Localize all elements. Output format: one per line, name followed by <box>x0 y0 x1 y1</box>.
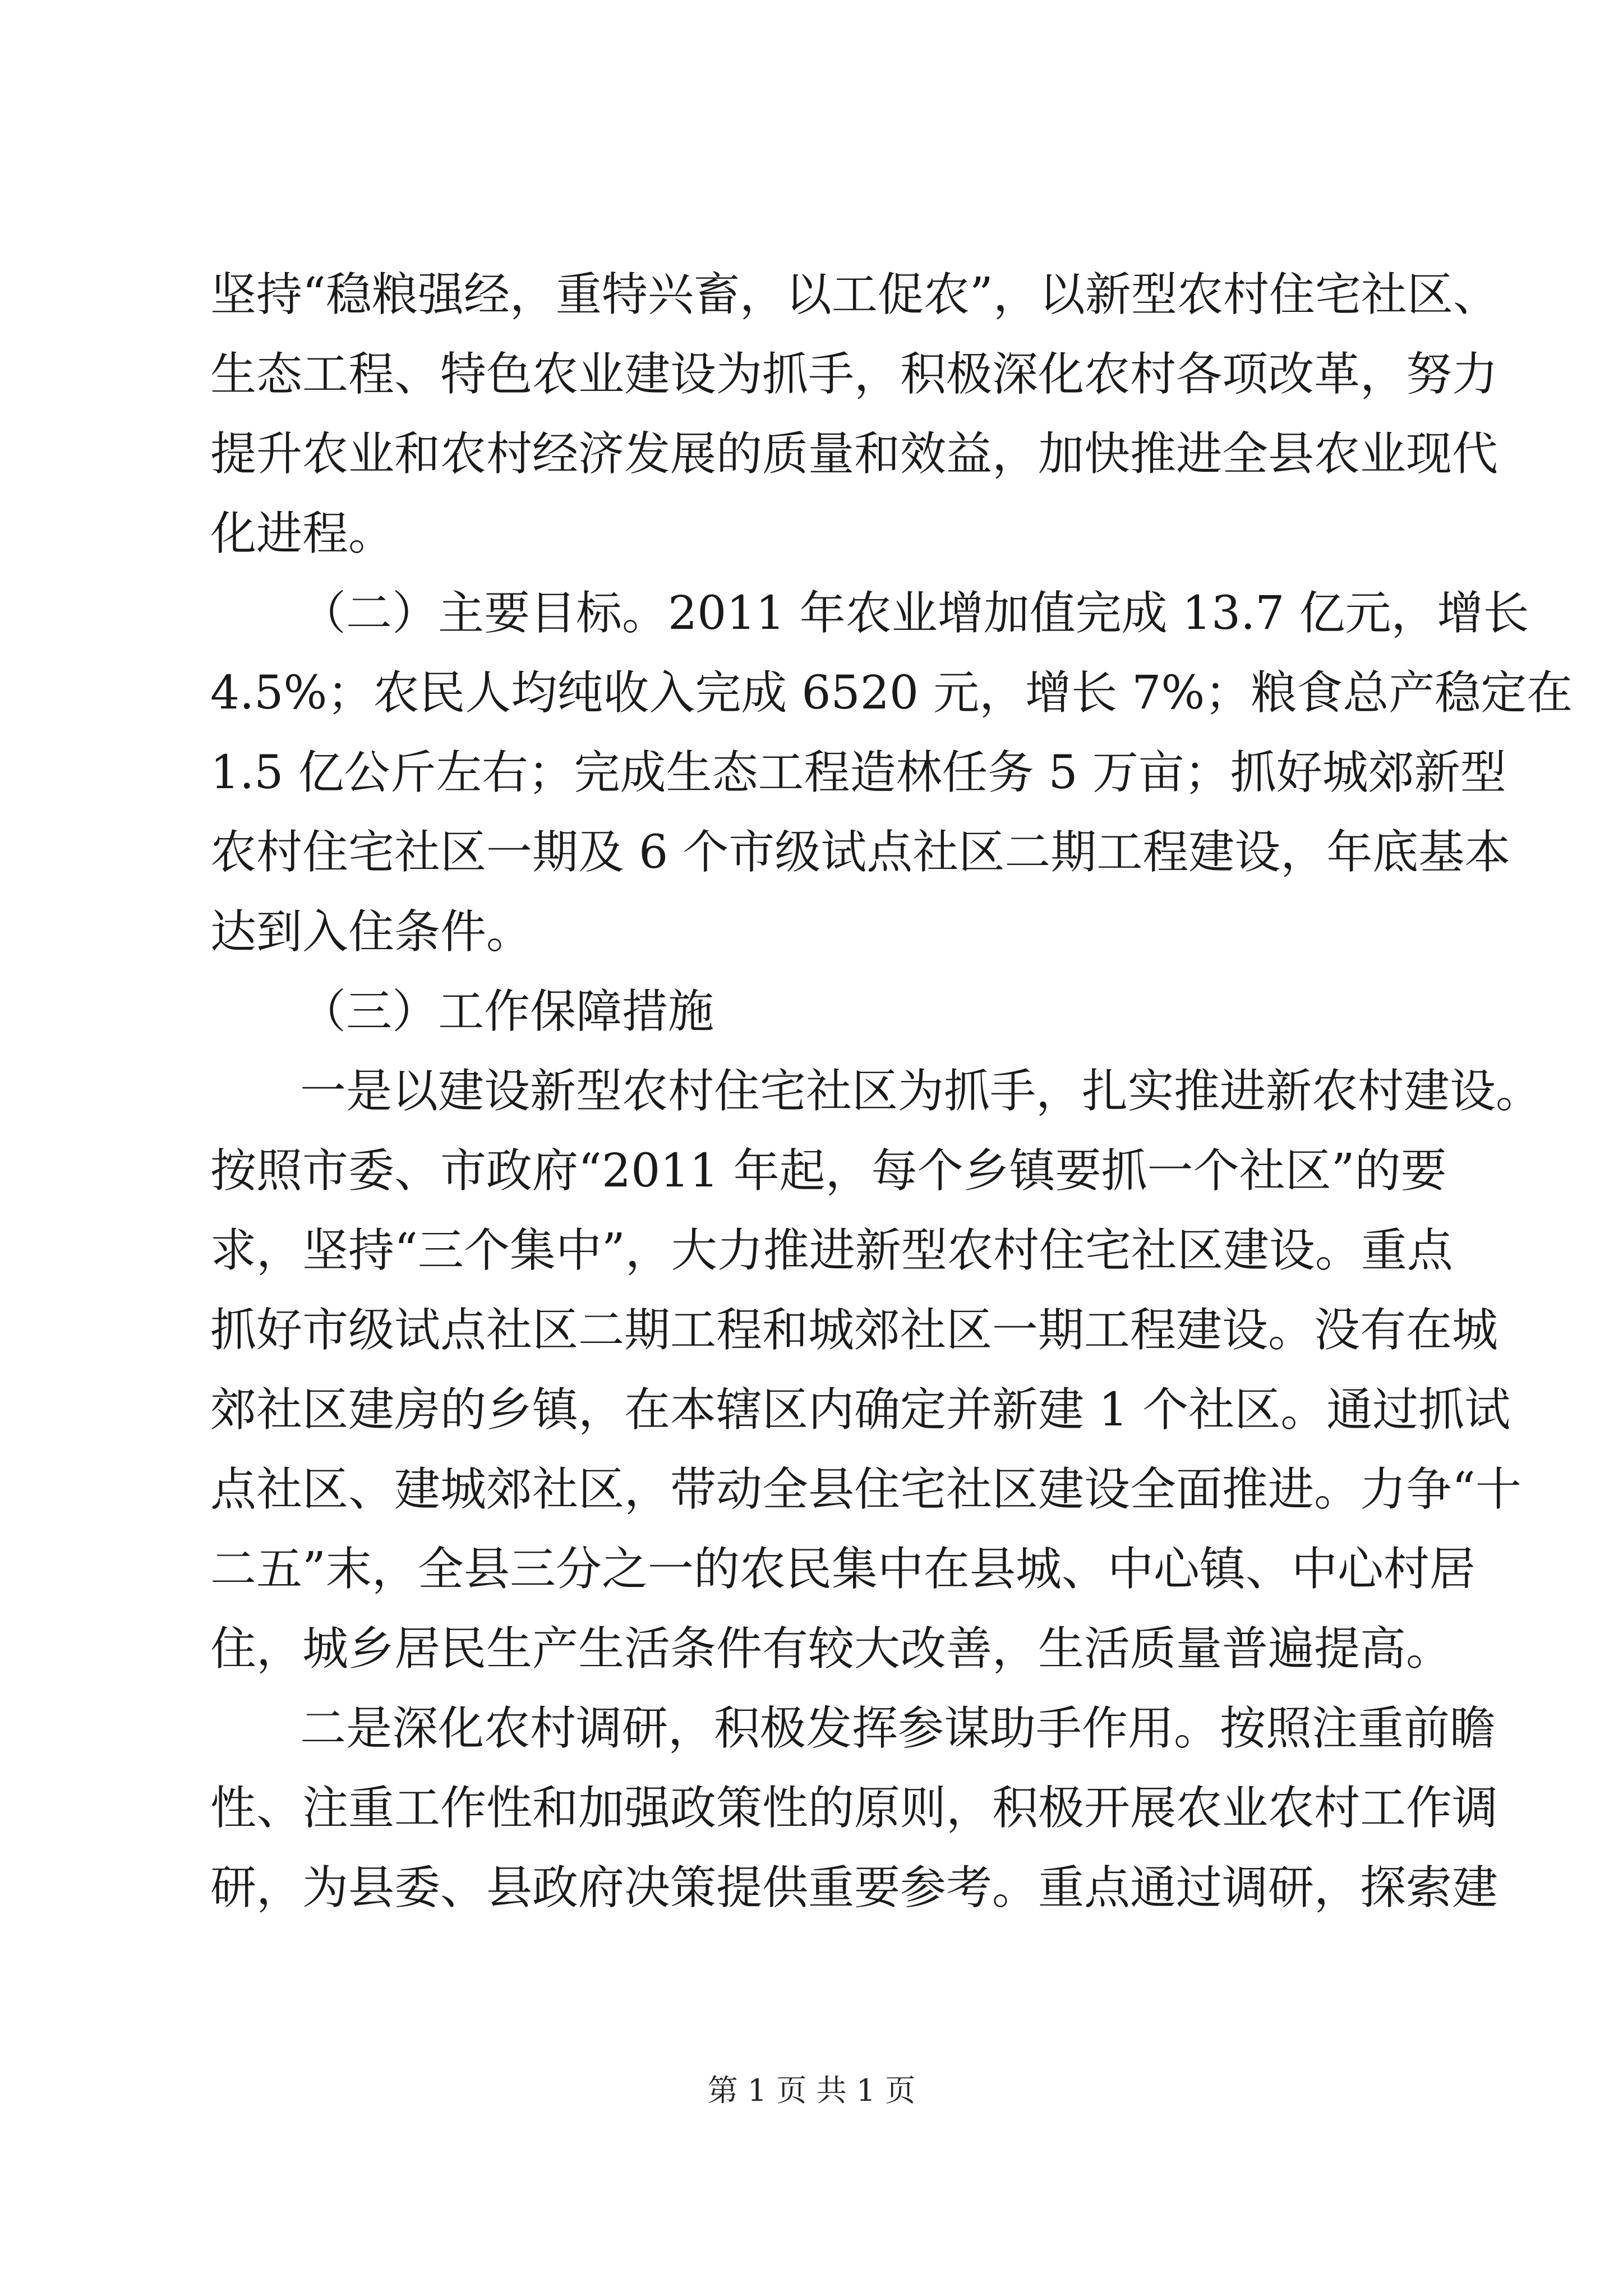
text-line: 提升农业和农村经济发展的质量和效益，加快推进全县农业现代 <box>210 427 1498 481</box>
text-line: 农村住宅社区一期及 6 个市级试点社区二期工程建设，年底基本 <box>210 826 1511 879</box>
document-body <box>210 255 1573 1928</box>
text-line: 性、注重工作性和加强政策性的原则，积极开展农业农村工作调 <box>210 1782 1498 1835</box>
page-footer: 第 1 页 共 1 页 <box>707 2073 916 2108</box>
text-line: 1.5 亿公斤左右；完成生态工程造林任务 5 万亩；抓好城郊新型 <box>210 746 1506 799</box>
text-line: 研，为县委、县政府决策提供重要参考。重点通过调研，探索建 <box>210 1861 1498 1915</box>
text-line: （二）主要目标。2011 年农业增加值完成 13.7 亿元，增长 <box>300 587 1529 640</box>
text-line: 4.5%；农民人均纯收入完成 6520 元，增长 7%；粮食总产稳定在 <box>210 666 1573 720</box>
text-line: 化进程。 <box>210 507 395 560</box>
text-line: 住，城乡居民生产生活条件有较大改善，生活质量普遍提高。 <box>210 1622 1453 1676</box>
text-line: 求，坚持“三个集中”，大力推进新型农村住宅社区建设。重点 <box>210 1224 1453 1277</box>
text-line: 生态工程、特色农业建设为抓手，积极深化农村各项改革，努力 <box>210 348 1498 401</box>
text-line: 点社区、建城郊社区，带动全县住宅社区建设全面推进。力争“十 <box>210 1463 1521 1516</box>
text-line: 郊社区建房的乡镇，在本辖区内确定并新建 1 个社区。通过抓试 <box>210 1383 1511 1437</box>
text-line: 一是以建设新型农村住宅社区为抓手，扎实推进新农村建设。 <box>300 1065 1542 1118</box>
text-line: 达到入住条件。 <box>210 905 533 959</box>
text-line: 二是深化农村调研，积极发挥参谋助手作用。按照注重前瞻 <box>300 1702 1496 1755</box>
section-heading: （三）工作保障措施 <box>300 985 714 1038</box>
text-line: 按照市委、市政府“2011 年起，每个乡镇要抓一个社区”的要 <box>210 1144 1447 1198</box>
text-line: 抓好市级试点社区二期工程和城郊社区一期工程建设。没有在城 <box>210 1304 1498 1357</box>
text-line: 二五”末，全县三分之一的农民集中在县城、中心镇、中心村居 <box>210 1543 1476 1596</box>
text-line: 坚持“稳粮强经，重特兴畜，以工促农”，以新型农村住宅社区、 <box>210 268 1499 321</box>
